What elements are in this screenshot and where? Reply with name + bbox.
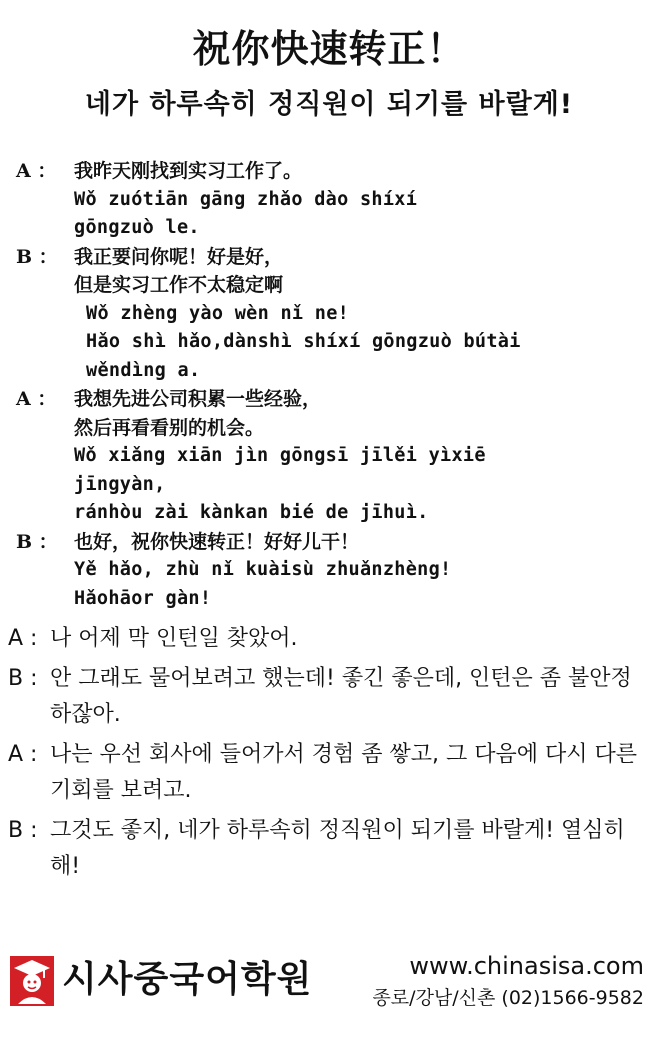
pinyin-line: wěndìng a.: [86, 359, 201, 381]
pinyin-line: gōngzuò le.: [74, 217, 200, 238]
korean-dialog: [8, 621, 648, 889]
zh-speaker-label: B ：: [16, 530, 58, 553]
ko-dialog-turn: [8, 661, 648, 733]
zh-dialog-turn: [16, 385, 646, 528]
ko-dialog-turn: [8, 737, 648, 809]
ko-speaker-label: B :: [8, 666, 38, 691]
ko-speaker-label: A :: [8, 626, 38, 651]
zh-dialog-turn: [16, 528, 646, 614]
website-link[interactable]: www.chinasisa.com: [409, 952, 644, 980]
graduate-mascot-icon: [10, 956, 54, 1006]
page-title-chinese: 祝你快速转正！: [192, 26, 466, 71]
pinyin-line: Wǒ zuótiān gāng zhǎo dào shíxí: [74, 188, 418, 210]
ko-speaker-label: B :: [8, 818, 38, 843]
zh-speaker-label: B ：: [16, 245, 58, 268]
ko-sentence: 안 그래도 물어보려고 했는데! 좋긴 좋은데, 인턴은 좀 불안정하잖아.: [50, 666, 632, 727]
ko-sentence: 나는 우선 회사에 들어가서 경험 좀 쌓고, 그 다음에 다시 다른 기회를 보려고.: [50, 742, 637, 803]
pinyin-line: Yě hǎo, zhù nǐ kuàisù zhuǎnzhèng!: [74, 559, 452, 580]
pinyin-line: Hǎohāor gàn!: [74, 587, 212, 609]
zh-sentence: 但是实习工作不太稳定啊: [74, 274, 284, 296]
chinese-dialog: [16, 157, 646, 613]
zh-sentence: 我昨天刚找到实习工作了。: [74, 160, 303, 182]
ko-speaker-label: A :: [8, 742, 38, 767]
pinyin-line: Hǎo shì hǎo,dànshì shíxí gōngzuò bútài: [86, 331, 521, 352]
zh-speaker-label: A ：: [16, 388, 57, 410]
zh-dialog-turn: [16, 243, 646, 386]
academy-brand-name: 시사중국어학원: [62, 959, 313, 1000]
ko-dialog-turn: [8, 813, 648, 885]
zh-dialog-turn: [16, 157, 646, 243]
pinyin-line: Wǒ xiǎng xiān jìn gōngsī jīlěi yìxiē: [74, 445, 486, 466]
pinyin-line: ránhòu zài kànkan bié de jīhuì.: [74, 502, 429, 523]
pinyin-line: Wǒ zhèng yào wèn nǐ ne!: [86, 302, 350, 324]
zh-sentence: 我想先进公司积累一些经验，: [74, 388, 322, 410]
page-title-korean: 네가 하루속히 정직원이 되기를 바랄게!: [84, 89, 574, 120]
zh-sentence: 然后再看看别的机会。: [74, 416, 265, 439]
zh-sentence: 我正要问你呢！好是好，: [74, 245, 284, 268]
ko-sentence: 나 어제 막 인턴일 찾았어.: [50, 626, 298, 651]
ko-sentence: 그것도 좋지, 네가 하루속히 정직원이 되기를 바랄게! 열심히 해!: [50, 818, 625, 879]
contact-info: 종로/강남/신촌 (02)1566-9582: [372, 987, 644, 1009]
zh-sentence: 也好，祝你快速转正！好好儿干！: [74, 530, 360, 553]
ko-dialog-turn: [8, 621, 648, 657]
zh-speaker-label: A ：: [16, 160, 57, 182]
pinyin-line: jīngyàn,: [74, 473, 166, 495]
